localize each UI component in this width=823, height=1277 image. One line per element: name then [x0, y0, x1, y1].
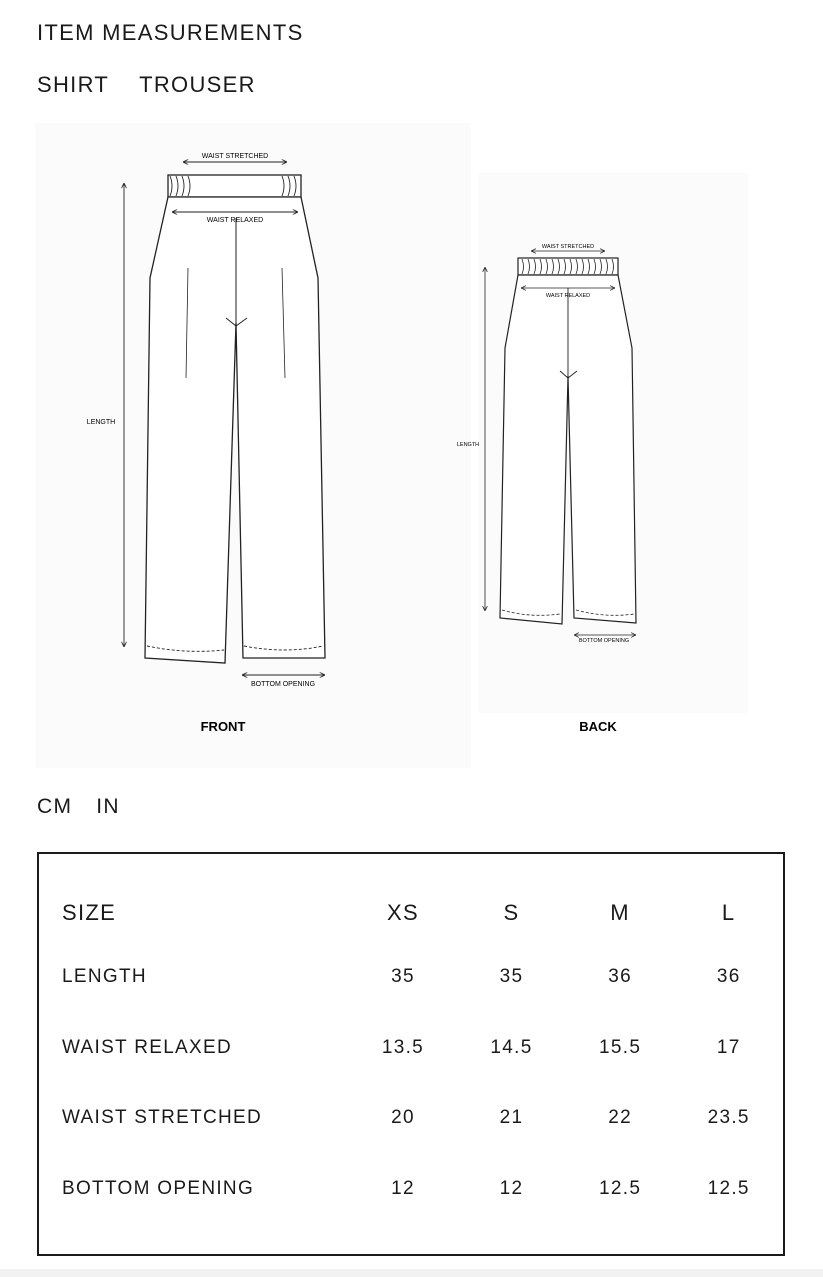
back-label-waist-relaxed: WAIST RELAXED: [545, 293, 591, 299]
table-cell: 20: [391, 1107, 415, 1129]
table-row: [39, 1013, 783, 1084]
table-cell: 13.5: [381, 1036, 425, 1058]
garment-tabs: [37, 72, 256, 98]
front-label-length: LENGTH: [86, 419, 116, 426]
table-header-row: [39, 884, 783, 942]
size-table-container: [37, 852, 785, 1256]
back-label-length: LENGTH: [456, 442, 480, 448]
table-cell: 14.5: [490, 1036, 533, 1058]
unit-in-button[interactable]: IN: [96, 795, 120, 818]
table-cell: 35: [499, 966, 524, 988]
size-header-label: SIZE: [62, 900, 117, 925]
page-title: ITEM MEASUREMENTS: [37, 20, 304, 45]
row-label: LENGTH: [62, 966, 147, 988]
size-header-s: S: [503, 900, 520, 925]
table-cell: 17: [716, 1036, 741, 1058]
table-cell: 35: [391, 966, 415, 988]
front-label-bottom-opening: BOTTOM OPENING: [250, 681, 316, 688]
table-cell: 12: [499, 1177, 524, 1199]
front-label-waist-stretched: WAIST STRETCHED: [201, 153, 269, 160]
table-cell: 21: [499, 1107, 524, 1129]
front-label-waist-relaxed: WAIST RELAXED: [206, 217, 264, 224]
unit-toggle: [37, 795, 120, 819]
size-table: [39, 884, 783, 1224]
size-header-m: M: [610, 900, 630, 925]
table-cell: 15.5: [599, 1036, 642, 1058]
table-cell: 36: [716, 966, 741, 988]
front-caption: FRONT: [200, 719, 246, 734]
bottom-edge: [0, 1269, 823, 1277]
table-cell: 36: [608, 966, 632, 988]
back-caption: BACK: [579, 719, 617, 734]
table-cell: 12.5: [599, 1177, 642, 1199]
tab-trouser[interactable]: TROUSER: [139, 72, 256, 97]
table-row: [39, 1083, 783, 1154]
size-header-l: L: [721, 900, 736, 925]
back-label-waist-stretched: WAIST STRETCHED: [541, 244, 595, 250]
table-cell: 12: [391, 1177, 415, 1199]
table-row: [39, 1154, 783, 1225]
table-cell: 12.5: [707, 1177, 750, 1199]
row-label: WAIST RELAXED: [62, 1036, 232, 1058]
trouser-measurement-diagram: [0, 118, 823, 773]
back-label-bottom-opening: BOTTOM OPENING: [578, 638, 630, 644]
row-label: BOTTOM OPENING: [62, 1177, 255, 1199]
row-label: WAIST STRETCHED: [62, 1107, 263, 1129]
table-cell: 23.5: [707, 1107, 750, 1129]
size-header-xs: XS: [386, 900, 419, 925]
unit-cm-button[interactable]: CM: [37, 795, 73, 818]
table-row: [39, 942, 783, 1013]
table-cell: 22: [608, 1107, 632, 1129]
tab-shirt[interactable]: SHIRT: [37, 72, 110, 97]
